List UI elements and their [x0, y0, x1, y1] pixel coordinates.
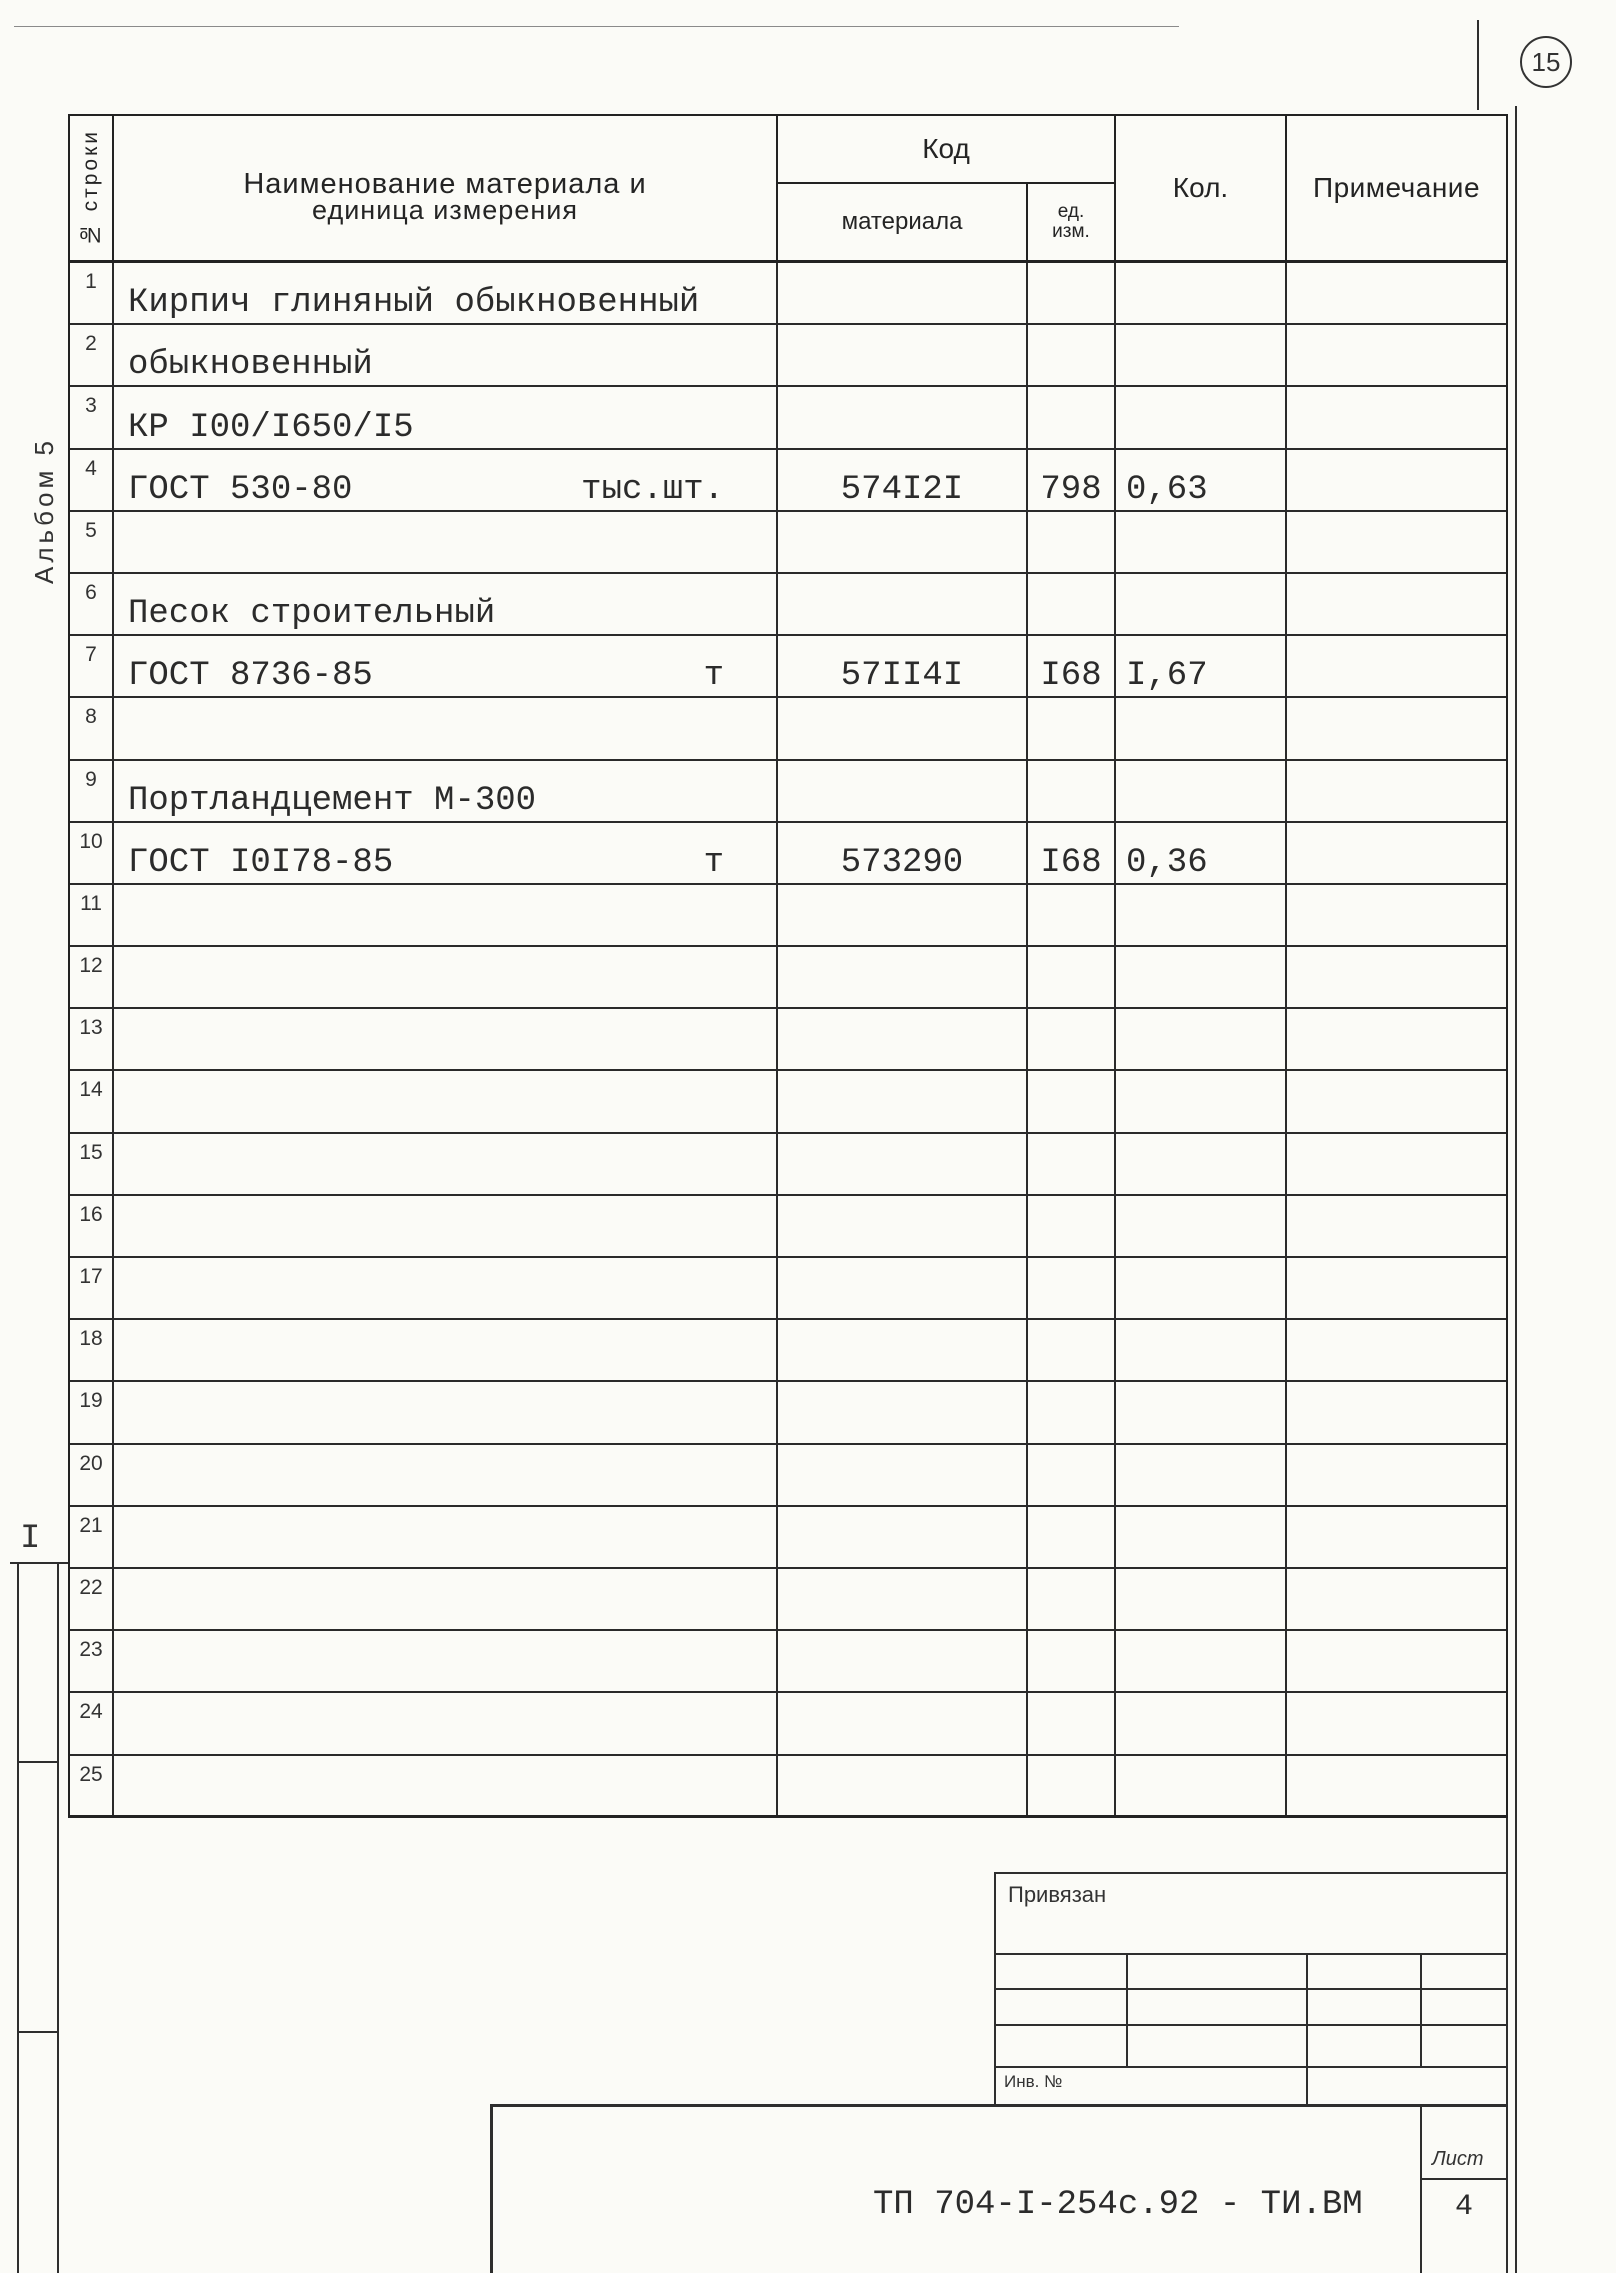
unit-code-cell	[1028, 885, 1116, 945]
material-code-cell	[778, 263, 1028, 323]
material-name-header	[114, 116, 778, 260]
material-name-cell	[114, 1382, 778, 1442]
material-name-cell	[114, 1445, 778, 1505]
row-number: 10	[79, 829, 103, 853]
material-name-cell	[114, 1569, 778, 1629]
unit-code-cell	[1028, 1507, 1116, 1567]
unit-code-cell	[1028, 1445, 1116, 1505]
unit-code-cell	[1028, 512, 1116, 572]
stamp-line	[994, 2066, 1508, 2068]
page-number-badge	[1520, 36, 1572, 88]
quantity-cell	[1116, 1196, 1287, 1256]
row-number: 3	[85, 394, 97, 418]
code-subheaders	[778, 184, 1114, 260]
unit-code-cell	[1028, 1631, 1116, 1691]
row-number-cell	[70, 1507, 114, 1567]
material-code-cell	[778, 450, 1028, 510]
quantity-cell	[1116, 761, 1287, 821]
table-row	[70, 1382, 1506, 1444]
material-code-cell	[778, 1569, 1028, 1629]
material-name-cell	[114, 450, 778, 510]
table-row	[70, 761, 1506, 823]
row-number-cell	[70, 1631, 114, 1691]
row-number: 15	[79, 1140, 103, 1164]
margin-line	[17, 1562, 19, 2273]
material-code-cell	[778, 1134, 1028, 1194]
row-number: 17	[79, 1265, 103, 1288]
table-row	[70, 1569, 1506, 1631]
row-number: 2	[85, 332, 97, 356]
quantity-cell	[1116, 325, 1287, 385]
document-code: ТП 704-I-254с.92 - ТИ.ВМ	[873, 2186, 1363, 2224]
unit-code-cell	[1028, 1693, 1116, 1753]
material-name-cell	[114, 325, 778, 385]
table-row	[70, 1507, 1506, 1569]
note-cell	[1287, 1196, 1506, 1256]
row-number-cell	[70, 636, 114, 696]
row-number: 22	[79, 1575, 103, 1599]
row-number-cell	[70, 574, 114, 634]
row-number-cell	[70, 761, 114, 821]
row-number-cell	[70, 947, 114, 1007]
quantity-cell	[1116, 1445, 1287, 1505]
material-code-cell	[778, 1009, 1028, 1069]
quantity-cell	[1116, 450, 1287, 510]
row-number-cell	[70, 1009, 114, 1069]
row-number: 19	[79, 1389, 103, 1413]
unit-code-cell	[1028, 1258, 1116, 1318]
material-name: КР I00/I650/I5	[128, 408, 414, 447]
quantity-cell	[1116, 885, 1287, 945]
code-header	[778, 116, 1116, 260]
unit-code-cell	[1028, 1134, 1116, 1194]
row-number: 25	[79, 1762, 103, 1786]
table-body	[68, 263, 1508, 1818]
note-header: Примечание	[1312, 172, 1481, 203]
unit-code-cell	[1028, 1569, 1116, 1629]
row-number-cell	[70, 450, 114, 510]
table-row	[70, 1258, 1506, 1320]
stamp-line	[1306, 1953, 1308, 2104]
note-cell	[1287, 1258, 1506, 1318]
material-code-cell	[778, 1258, 1028, 1318]
quantity: I,67	[1126, 657, 1208, 696]
note-cell	[1287, 761, 1506, 821]
row-number-cell	[70, 387, 114, 447]
row-number: 1	[85, 270, 97, 293]
material-name-cell	[114, 512, 778, 572]
material-name-cell	[114, 636, 778, 696]
unit-code-cell	[1028, 823, 1116, 883]
material-code-cell	[778, 823, 1028, 883]
material-code-cell	[778, 947, 1028, 1007]
material-code-cell	[778, 1382, 1028, 1442]
quantity-cell	[1116, 263, 1287, 323]
stamp-line	[1126, 1953, 1128, 2066]
table-header	[68, 114, 1508, 263]
material-code-cell	[778, 698, 1028, 758]
row-number-cell	[70, 1258, 114, 1318]
corner-line	[1477, 20, 1479, 110]
unit-code-cell	[1028, 698, 1116, 758]
quantity-cell	[1116, 823, 1287, 883]
frame-right-line	[1515, 106, 1517, 2273]
table-row	[70, 1071, 1506, 1133]
unit-code-cell	[1028, 1196, 1116, 1256]
note-cell	[1287, 823, 1506, 883]
stamp-line	[1506, 1818, 1508, 2273]
material-name-cell	[114, 823, 778, 883]
note-cell	[1287, 387, 1506, 447]
material-name: ГОСТ 530-80	[128, 470, 353, 509]
material-code-cell	[778, 1445, 1028, 1505]
row-number-cell	[70, 1196, 114, 1256]
margin-line	[17, 2031, 57, 2033]
unit-code-header-line1: ед.	[1057, 201, 1085, 222]
unit-code-cell	[1028, 450, 1116, 510]
quantity-cell	[1116, 1631, 1287, 1691]
quantity: 0,36	[1126, 843, 1208, 882]
row-number: 9	[85, 767, 97, 791]
row-number-cell	[70, 325, 114, 385]
unit-code-cell	[1028, 636, 1116, 696]
row-number-cell	[70, 1693, 114, 1753]
title-block-line	[1420, 2178, 1508, 2180]
table-row	[70, 325, 1506, 387]
quantity-cell	[1116, 574, 1287, 634]
stamp-line	[994, 1988, 1508, 1990]
stamp-line	[994, 2024, 1508, 2026]
quantity-cell	[1116, 636, 1287, 696]
table-row	[70, 1134, 1506, 1196]
note-cell	[1287, 1320, 1506, 1380]
note-cell	[1287, 636, 1506, 696]
note-cell	[1287, 574, 1506, 634]
material-name-cell	[114, 1196, 778, 1256]
table-row	[70, 263, 1506, 325]
material-name-cell	[114, 1258, 778, 1318]
table-row	[70, 512, 1506, 574]
stamp-line	[1420, 1953, 1422, 2066]
margin-line	[57, 1562, 59, 2273]
material-name-cell	[114, 761, 778, 821]
unit-name: т	[703, 657, 724, 696]
row-number-header-text: № строки	[79, 129, 102, 247]
table-row	[70, 1631, 1506, 1693]
note-cell	[1287, 1569, 1506, 1629]
quantity-cell	[1116, 1756, 1287, 1815]
note-cell	[1287, 1445, 1506, 1505]
row-number-cell	[70, 1134, 114, 1194]
unit-code-cell	[1028, 325, 1116, 385]
row-number: 24	[79, 1700, 103, 1724]
row-number-cell	[70, 1569, 114, 1629]
material-code-cell	[778, 761, 1028, 821]
material-code: 573290	[840, 843, 964, 882]
row-number-header	[70, 116, 114, 260]
note-cell	[1287, 1134, 1506, 1194]
material-code-cell	[778, 1756, 1028, 1815]
row-number: 6	[85, 580, 97, 604]
unit-code-cell	[1028, 1320, 1116, 1380]
row-number: 14	[79, 1078, 103, 1102]
quantity-cell	[1116, 1569, 1287, 1629]
row-number: 20	[79, 1451, 103, 1475]
material-name-cell	[114, 387, 778, 447]
unit-code-cell	[1028, 574, 1116, 634]
unit-name: т	[703, 843, 724, 882]
bound-label: Привязан	[1008, 1882, 1107, 1907]
material-name-cell	[114, 1009, 778, 1069]
material-name: Кирпич глиняный обыкновенный	[128, 284, 700, 323]
quantity-cell	[1116, 1320, 1287, 1380]
sheet-label: Лист	[1432, 2148, 1484, 2170]
unit-code-cell	[1028, 1382, 1116, 1442]
material-name-cell	[114, 1507, 778, 1567]
row-number: 12	[79, 954, 103, 978]
quantity-header: Кол.	[1116, 116, 1287, 260]
stamp-line	[994, 1953, 1508, 1955]
top-rule-line	[14, 26, 1179, 27]
unit-code-cell	[1028, 387, 1116, 447]
note-cell	[1287, 1693, 1506, 1753]
row-number-cell	[70, 1756, 114, 1815]
material-code: 57II4I	[840, 657, 964, 696]
table-row	[70, 1693, 1506, 1755]
unit-name: тыс.шт.	[581, 470, 724, 509]
row-number: 18	[79, 1327, 103, 1351]
material-name-header-line2: единица измерения	[312, 195, 578, 225]
material-code-cell	[778, 1071, 1028, 1131]
material-name: ГОСТ 8736-85	[128, 657, 373, 696]
page-number-text: 15	[1531, 46, 1561, 77]
row-number-cell	[70, 1445, 114, 1505]
note-cell	[1287, 512, 1506, 572]
quantity-cell	[1116, 947, 1287, 1007]
quantity-cell	[1116, 1071, 1287, 1131]
note-cell	[1287, 1071, 1506, 1131]
material-name-cell	[114, 1631, 778, 1691]
quantity-cell	[1116, 1382, 1287, 1442]
note-cell	[1287, 1009, 1506, 1069]
material-name-cell	[114, 1756, 778, 1815]
material-name-cell	[114, 1320, 778, 1380]
unit-code-cell	[1028, 1009, 1116, 1069]
table-row	[70, 1445, 1506, 1507]
album-text: Альбом 5	[28, 436, 59, 584]
code-header-title: Код	[778, 116, 1114, 184]
material-code-cell	[778, 1507, 1028, 1567]
material-code: 574I2I	[840, 470, 964, 509]
row-number-cell	[70, 698, 114, 758]
table-row	[70, 1009, 1506, 1071]
table-row	[70, 636, 1506, 698]
inventory-number-label: Инв. №	[1004, 2072, 1063, 2091]
material-name-cell	[114, 574, 778, 634]
note-cell	[1287, 1382, 1506, 1442]
title-block-line	[1420, 2104, 1422, 2273]
row-number-cell	[70, 885, 114, 945]
material-code-cell	[778, 636, 1028, 696]
table-row	[70, 450, 1506, 512]
quantity: 0,63	[1126, 470, 1208, 509]
table-row	[70, 947, 1506, 1009]
quantity-cell	[1116, 1009, 1287, 1069]
material-name-cell	[114, 698, 778, 758]
row-number-cell	[70, 1071, 114, 1131]
note-cell	[1287, 1507, 1506, 1567]
material-name-cell	[114, 947, 778, 1007]
row-number-cell	[70, 263, 114, 323]
material-name: Портландцемент М-300	[128, 781, 537, 820]
material-code-header: материала	[778, 184, 1028, 260]
material-name-cell	[114, 1071, 778, 1131]
table-row	[70, 1320, 1506, 1382]
material-code-cell	[778, 1196, 1028, 1256]
quantity-cell	[1116, 1693, 1287, 1753]
note-cell	[1287, 263, 1506, 323]
material-code-cell	[778, 512, 1028, 572]
row-number: 21	[79, 1513, 103, 1537]
unit-code-cell	[1028, 1756, 1116, 1815]
table-row	[70, 698, 1506, 760]
unit-code-header-line2: изм.	[1052, 221, 1090, 242]
row-number-cell	[70, 1382, 114, 1442]
row-number: 7	[85, 643, 97, 667]
quantity-cell	[1116, 698, 1287, 758]
sheet-number: 4	[1454, 2190, 1473, 2224]
album-label	[28, 420, 60, 600]
row-number: 16	[79, 1202, 103, 1226]
note-cell	[1287, 325, 1506, 385]
table-row	[70, 1756, 1506, 1818]
row-number: 8	[85, 705, 97, 729]
title-block-line	[490, 2104, 1508, 2107]
unit-code: I68	[1040, 843, 1102, 882]
note-cell	[1287, 947, 1506, 1007]
row-number: 5	[85, 518, 97, 542]
unit-code-cell	[1028, 761, 1116, 821]
material-code-cell	[778, 574, 1028, 634]
material-code-cell	[778, 1631, 1028, 1691]
quantity-cell	[1116, 1507, 1287, 1567]
unit-code-cell	[1028, 263, 1116, 323]
material-name: ГОСТ I0I78-85	[128, 843, 394, 882]
stamp-line	[994, 1872, 1508, 1874]
material-name-cell	[114, 263, 778, 323]
table-row	[70, 1196, 1506, 1258]
row-number: 11	[80, 891, 102, 915]
material-name-cell	[114, 885, 778, 945]
table-row	[70, 574, 1506, 636]
margin-line	[17, 1761, 57, 1763]
material-code-cell	[778, 885, 1028, 945]
material-code-cell	[778, 387, 1028, 447]
quantity-cell	[1116, 1134, 1287, 1194]
row-number-cell	[70, 823, 114, 883]
table-row	[70, 885, 1506, 947]
material-name: Песок строительный	[128, 595, 496, 634]
row-number-cell	[70, 512, 114, 572]
unit-code-cell	[1028, 1071, 1116, 1131]
quantity-cell	[1116, 512, 1287, 572]
material-code-cell	[778, 325, 1028, 385]
note-cell	[1287, 885, 1506, 945]
quantity-cell	[1116, 1258, 1287, 1318]
note-cell	[1287, 450, 1506, 510]
title-block-line	[490, 2104, 493, 2273]
unit-code: I68	[1040, 657, 1102, 696]
table-row	[70, 387, 1506, 449]
material-name-header-line1: Наименование материала и	[243, 168, 647, 200]
material-name: обыкновенный	[128, 346, 373, 385]
unit-code-header	[1028, 184, 1114, 260]
row-number: 23	[79, 1638, 103, 1662]
note-cell	[1287, 1756, 1506, 1815]
material-name-cell	[114, 1693, 778, 1753]
unit-code: 798	[1040, 470, 1102, 509]
row-number: 4	[85, 456, 97, 480]
row-number: 13	[79, 1016, 103, 1040]
material-code-cell	[778, 1320, 1028, 1380]
material-name-cell	[114, 1134, 778, 1194]
unit-code-cell	[1028, 947, 1116, 1007]
note-cell	[1287, 698, 1506, 758]
row-number-cell	[70, 1320, 114, 1380]
table-row	[70, 823, 1506, 885]
margin-mark: I	[20, 1520, 41, 1558]
material-code-cell	[778, 1693, 1028, 1753]
note-cell	[1287, 1631, 1506, 1691]
quantity-cell	[1116, 387, 1287, 447]
